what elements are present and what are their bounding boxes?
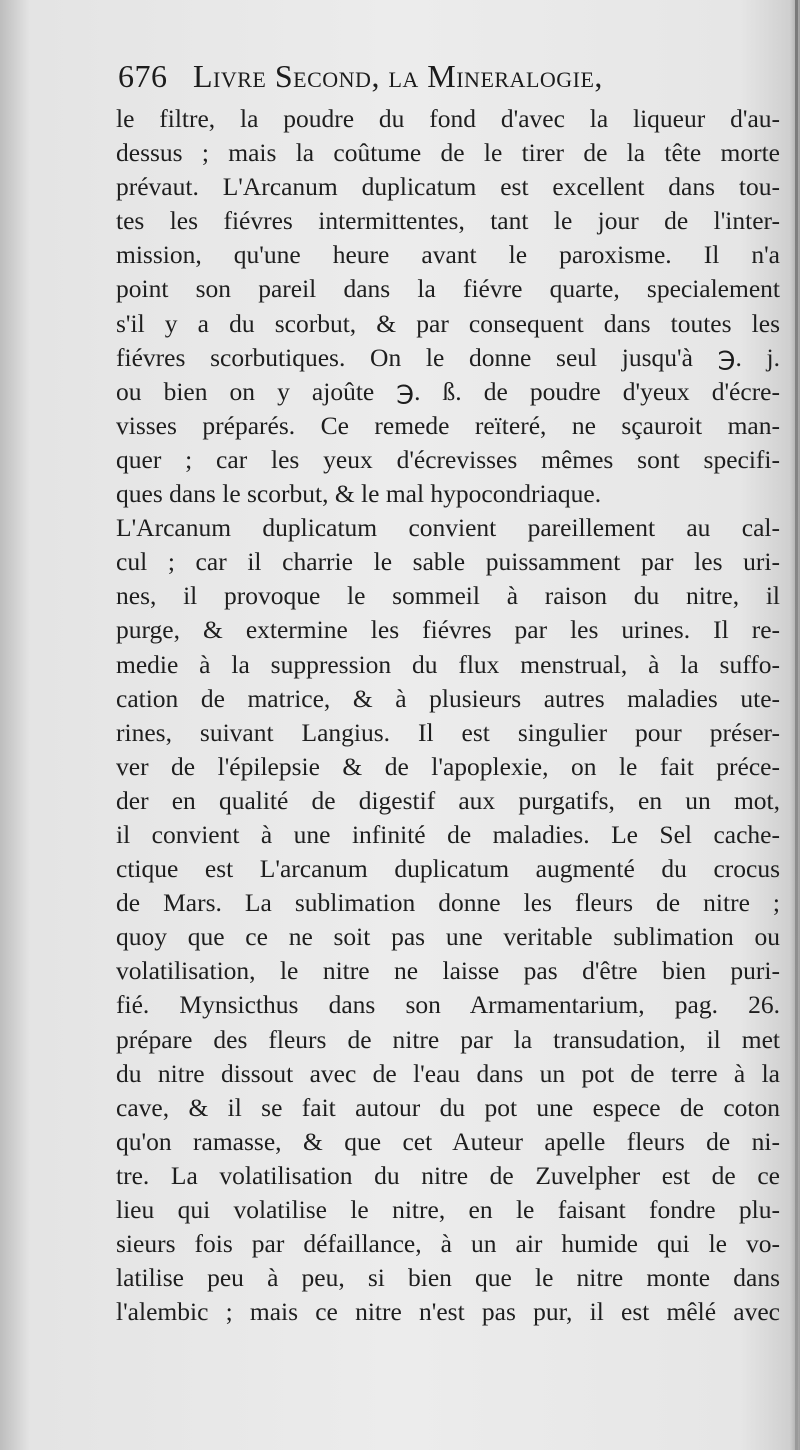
text-line: quoy que ce ne soit pas une veritable sublimation ou	[116, 922, 780, 952]
text-line: point son pareil dans la fiévre quarte, specialement	[116, 274, 780, 304]
text-line: qu'on ramasse, & que cet Auteur apelle fleurs de ni-	[116, 1126, 780, 1156]
text-line: le filtre, la poudre du fond d'avec la liqueur d'au-	[116, 104, 780, 133]
text-line: tre. La volatilisation du nitre de Zuvelpher est de ce	[116, 1160, 780, 1190]
body-text	[116, 102, 780, 1329]
text-line: ou bien on y ajoûte ℈. ß. de poudre d'yeux d'écre-	[116, 376, 780, 406]
text-line: medie à la suppression du flux menstrual, à la suffo-	[116, 649, 780, 679]
text-line: fiévres scorbutiques. On le donne seul jusqu'à ℈. j.	[116, 342, 780, 372]
text-line: de Mars. La sublimation donne les fleurs de nitre ;	[116, 888, 780, 918]
text-line: ques dans le scorbut, & le mal hypocondriaque.	[116, 479, 602, 509]
text-line: prévaut. L'Arcanum duplicatum est excellent dans tou-	[116, 172, 780, 202]
page-header	[118, 58, 718, 95]
text-line: rines, suivant Langius. Il est singulier pour préser-	[116, 717, 780, 747]
text-line: purge, & extermine les fiévres par les urines. Il re-	[116, 615, 780, 645]
text-line: cation de matrice, & à plusieurs autres maladies ute-	[116, 683, 780, 713]
running-title: Livre Second, la Mineralogie,	[193, 58, 603, 94]
text-line: volatilisation, le nitre ne laisse pas d'être bien puri-	[116, 956, 780, 986]
page-edge-shadow	[795, 0, 798, 1450]
text-line: sieurs fois par défaillance, à un air humide qui le vo-	[116, 1229, 780, 1259]
text-line: latilise peu à peu, si bien que le nitre monte dans	[116, 1263, 780, 1293]
text-line: ctique est L'arcanum duplicatum augmenté du crocus	[116, 854, 780, 884]
text-line: quer ; car les yeux d'écrevisses mêmes sont specifi-	[116, 444, 780, 474]
text-line: der en qualité de digestif aux purgatifs, en un mot,	[116, 785, 780, 815]
page-number: 676	[118, 58, 168, 94]
text-line: visses préparés. Ce remede reïteré, ne sçauroit man-	[116, 410, 780, 440]
text-line: ver de l'épilepsie & de l'apoplexie, on le fait préce-	[116, 751, 780, 781]
text-line: prépare des fleurs de nitre par la transudation, il met	[116, 1024, 780, 1054]
text-line: tes les fiévres intermittentes, tant le jour de l'inter-	[116, 206, 780, 236]
text-line: s'il y a du scorbut, & par consequent dans toutes les	[116, 308, 780, 338]
text-line: l'alembic ; mais ce nitre n'est pas pur, il est mêlé avec	[116, 1297, 780, 1327]
text-line: du nitre dissout avec de l'eau dans un pot de terre à la	[116, 1058, 780, 1088]
text-line: lieu qui volatilise le nitre, en le faisant fondre plu-	[116, 1195, 780, 1224]
text-line: il convient à une infinité de maladies. Le Sel cache-	[116, 819, 780, 849]
text-line: nes, il provoque le sommeil à raison du nitre, il	[116, 581, 780, 611]
text-line: cul ; car il charrie le sable puissamment par les uri-	[116, 547, 780, 577]
text-line: L'Arcanum duplicatum convient pareillement au cal-	[116, 513, 780, 543]
text-line: cave, & il se fait autour du pot une espece de coton	[116, 1092, 780, 1122]
text-line: dessus ; mais la coûtume de le tirer de la tête morte	[116, 138, 780, 168]
text-line: fié. Mynsicthus dans son Armamentarium, pag. 26.	[116, 990, 780, 1020]
text-line: mission, qu'une heure avant le paroxisme. Il n'a	[116, 240, 780, 270]
